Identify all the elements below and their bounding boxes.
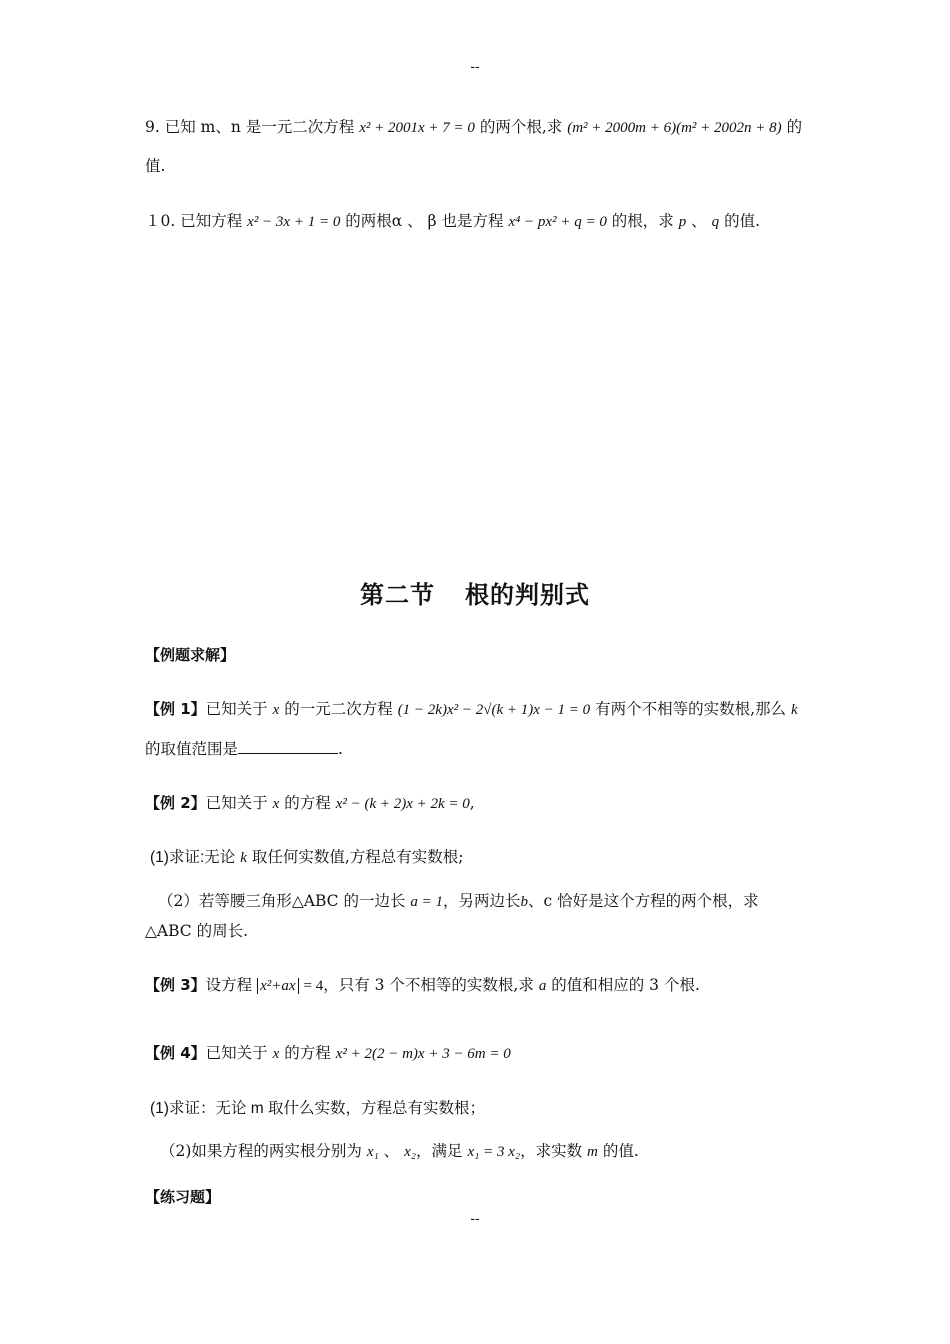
example-1-label: 【例 1】 [145,700,206,718]
example-2-sub2-text: （2）若等腰三角形△ABC 的一边长 [158,892,406,910]
example-3-eq-tail: = 4 [303,978,324,994]
problem-10-var-p: p [678,214,687,230]
example-4-text-b: 的方程 [284,1044,331,1062]
problem-9-equation: x² + 2001x + 7 = 0 [359,120,475,136]
example-1-line-2 [145,737,825,760]
example-2-sub1-text: (1)求证:无论 [150,849,236,866]
example-4-x1: x₁ [366,1144,379,1160]
example-1-var-x: x [272,702,280,718]
example-3-absolute-value: x²+ax [257,978,298,994]
example-4-sub2-text: （2)如果方程的两实根分别为 [160,1142,362,1160]
example-1-line2-text: 的取值范围是 [145,740,239,758]
problem-9-text-end: 的 [786,118,803,136]
problem-10-lead: １0. 已知方程 [145,212,243,230]
section-number: 第二节 [360,581,435,609]
problem-10 [145,210,825,233]
example-4-sub1-text: (1)求证：无论 m 取什么实数，方程总有实数根； [150,1100,485,1117]
problem-9-expression: (m² + 2000m + 6)(m² + 2002n + 8) [567,120,782,136]
problem-9-text: 9. 已知 m、n 是一元二次方程 [145,118,355,136]
example-4-sub2-text-b: ，满足 [416,1142,463,1160]
example-3 [145,974,825,997]
example-4-sub-2 [160,1140,840,1163]
example-4-sub2-text-c: ，求实数 [520,1142,583,1160]
example-1-var-k: k [790,702,798,718]
problem-9-line-2: 值. [145,157,166,175]
section-title [0,575,950,610]
example-1-text: 已知关于 [205,700,268,718]
examples-heading: 【例题求解】 [145,646,236,664]
example-3-label: 【例 3】 [145,976,206,994]
example-4-equation: x² + 2(2 − m)x + 3 − 6m = 0 [335,1046,511,1062]
example-3-text-b: ，只有 3 个不相等的实数根,求 [323,976,534,994]
example-2-equation: x² − (k + 2)x + 2k = 0 [335,796,470,812]
example-2-sub2-eq: a = 1 [410,894,444,910]
example-1-line-1 [145,698,825,721]
example-2-sub2-text-c: 、c 恰好是这个方程的两个根，求 [528,892,759,910]
problem-10-tail: 的根，求 [611,212,674,230]
section-name: 根的判别式 [465,581,590,609]
example-2-end: , [469,794,475,812]
problem-10-sep: 、 [691,212,707,230]
example-3-text: 设方程 [205,976,253,994]
example-2-sub-1 [150,846,830,869]
example-4-sep: 、 [383,1142,400,1160]
example-2-sub-2 [158,890,838,913]
example-2-sub-2-line-2: △ABC 的周长. [145,922,249,940]
answer-blank [238,737,338,754]
example-2-label: 【例 2】 [145,794,206,812]
example-2-sub2-var-b: b [520,894,529,910]
page-footer-dash: -- [470,1210,480,1226]
example-2-sub2-text-b: ，另两边长 [443,892,521,910]
problem-10-equation-2: x⁴ − px² + q = 0 [508,214,607,230]
example-2-sub1-var-k: k [240,850,247,866]
problem-9-text-mid: 的两个根,求 [479,118,563,136]
example-2-sub1-text-b: 取任何实数值,方程总有实数根; [251,848,464,866]
example-4-label: 【例 4】 [145,1044,206,1062]
example-1-line2-end: . [338,740,343,758]
practice-heading: 【练习题】 [145,1188,221,1206]
problem-10-equation-1: x² − 3x + 1 = 0 [247,214,341,230]
example-2-text: 已知关于 [205,794,268,812]
example-4-sub2-text-d: 的值. [602,1142,639,1160]
example-2-var-x: x [272,796,280,812]
example-4-relation: x₁ = 3 x₂ [467,1144,521,1160]
example-1-equation: (1 − 2k)x² − 2√(k + 1)x − 1 = 0 [397,702,591,718]
problem-10-var-q: q [711,214,720,230]
example-2-text-b: 的方程 [284,794,331,812]
example-1-text-c: 有两个不相等的实数根,那么 [595,700,787,718]
example-4-text: 已知关于 [205,1044,268,1062]
example-4-sub-1 [150,1097,830,1120]
example-3-var-a: a [538,978,547,994]
example-1-text-b: 的一元二次方程 [284,700,393,718]
example-4-var-m: m [587,1144,598,1160]
problem-10-end: 的值. [724,212,760,230]
example-4-var-x: x [272,1046,280,1062]
example-2-line-1 [145,792,825,815]
problem-10-mid: 的两根α 、 β 也是方程 [345,212,504,230]
example-3-text-c: 的值和相应的 3 个根. [551,976,700,994]
example-4-line-1 [145,1042,825,1065]
example-4-x2: x₂ [404,1144,416,1160]
page-header-dash: -- [470,58,480,74]
problem-9-line-1 [145,116,825,139]
